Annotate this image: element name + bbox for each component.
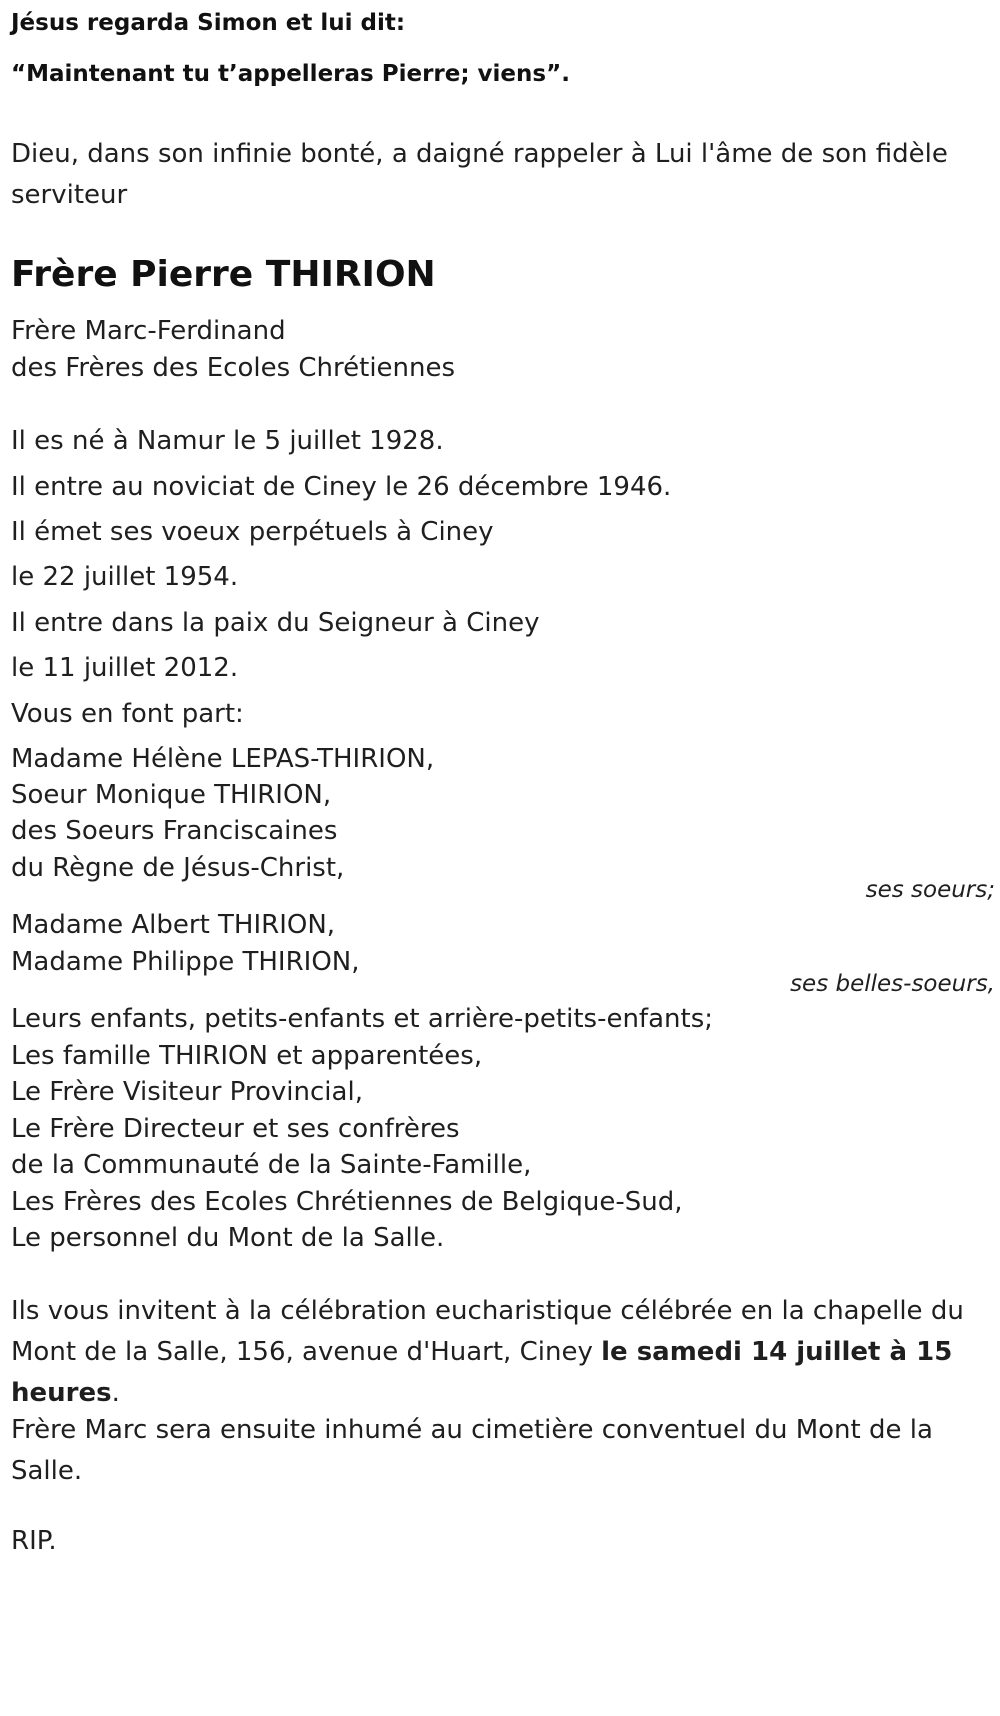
- bio-line: Il émet ses voeux perpétuels à Ciney: [11, 517, 494, 547]
- bio-line: Il es né à Namur le 5 juillet 1928.: [11, 426, 444, 456]
- relation-sisters: ses soeurs;: [865, 877, 995, 903]
- quote-line-2: “Maintenant tu t’appelleras Pierre; viens”.: [11, 61, 570, 87]
- mourner-line: Leurs enfants, petits-enfants et arrière-petits-enfants;: [11, 1004, 713, 1034]
- invitation-end: .: [111, 1378, 120, 1408]
- burial-paragraph: Frère Marc sera ensuite inhumé au cimetière conventuel du Mont de la Salle.: [11, 1415, 933, 1486]
- mourner-line: Les famille THIRION et apparentées,: [11, 1041, 483, 1071]
- family-member: Madame Hélène LEPAS-THIRION,: [11, 744, 435, 774]
- family-member: Soeur Monique THIRION,: [11, 780, 332, 810]
- intro-paragraph: Dieu, dans son infinie bonté, a daigné rappeler à Lui l'âme de son fidèle serviteur: [11, 139, 948, 210]
- quote-line-1: Jésus regarda Simon et lui dit:: [11, 10, 406, 36]
- bio-line: Il entre dans la paix du Seigneur à Ciney: [11, 608, 540, 638]
- announcement-intro: Vous en font part:: [11, 699, 244, 729]
- family-member: Madame Albert THIRION,: [11, 910, 336, 940]
- invitation-paragraph: [11, 1291, 995, 1414]
- ceremony-date: le samedi 14 juillet à 15 heures: [11, 1337, 953, 1408]
- bio-line: le 22 juillet 1954.: [11, 562, 239, 592]
- mourner-line: de la Communauté de la Sainte-Famille,: [11, 1150, 532, 1180]
- family-member: du Règne de Jésus-Christ,: [11, 853, 345, 883]
- mourner-line: Le Frère Directeur et ses confrères: [11, 1114, 460, 1144]
- bio-line: le 11 juillet 2012.: [11, 653, 239, 683]
- family-member: Madame Philippe THIRION,: [11, 947, 360, 977]
- bio-line: Il entre au noviciat de Ciney le 26 décembre 1946.: [11, 472, 672, 502]
- deceased-name: Frère Pierre THIRION: [11, 254, 436, 295]
- mourner-line: Les Frères des Ecoles Chrétiennes de Belgique-Sud,: [11, 1187, 683, 1217]
- mourner-line: Le personnel du Mont de la Salle.: [11, 1223, 445, 1253]
- religious-name: Frère Marc-Ferdinand: [11, 316, 286, 346]
- relation-sisters-in-law: ses belles-soeurs,: [790, 971, 995, 997]
- congregation-name: des Frères des Ecoles Chrétiennes: [11, 353, 456, 383]
- closing-rip: RIP.: [11, 1526, 57, 1556]
- mourner-line: Le Frère Visiteur Provincial,: [11, 1077, 363, 1107]
- family-member: des Soeurs Franciscaines: [11, 816, 338, 846]
- invitation-text: Ils vous invitent à la célébration eucharistique célébrée en la chapelle du Mont de la Salle, 156, avenue d'Huart, Ciney: [11, 1296, 964, 1367]
